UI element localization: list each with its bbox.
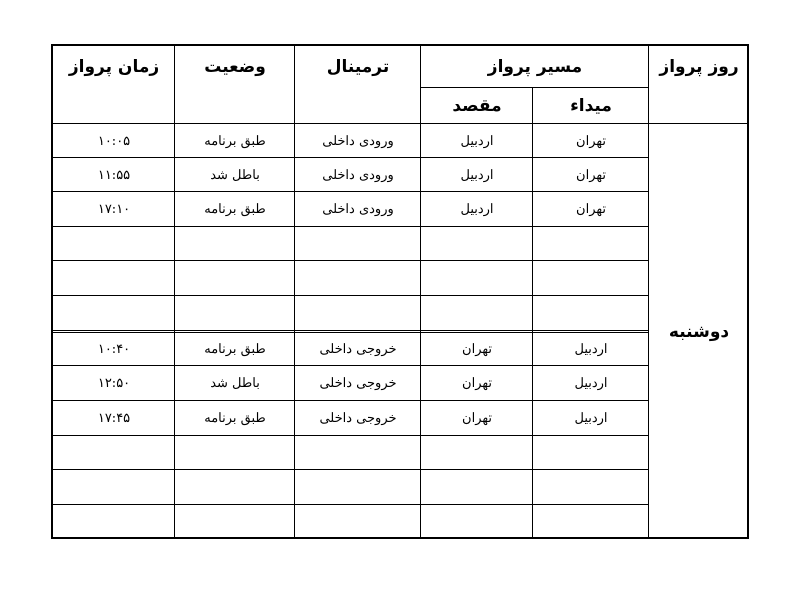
origin-cell xyxy=(533,261,649,296)
grid-line xyxy=(420,46,421,539)
status-cell xyxy=(175,227,295,261)
destination-cell xyxy=(421,436,533,470)
destination-cell xyxy=(421,470,533,505)
header-status: وضعیت xyxy=(204,57,266,77)
status-cell xyxy=(175,296,295,332)
terminal-cell: ورودی داخلی xyxy=(322,202,394,217)
origin-cell xyxy=(533,227,649,261)
terminal-cell: خروجی داخلی xyxy=(319,411,397,426)
destination-cell: تهران xyxy=(462,376,492,391)
header-terminal: ترمینال xyxy=(326,57,390,77)
origin-cell xyxy=(533,436,649,470)
time-cell xyxy=(53,505,175,539)
status-cell: باطل شد xyxy=(210,167,260,183)
terminal-cell xyxy=(295,296,421,332)
terminal-cell: ورودی داخلی xyxy=(322,167,394,183)
destination-cell: اردبیل xyxy=(460,133,494,149)
origin-cell: اردبیل xyxy=(574,376,608,391)
grid-line xyxy=(53,330,649,333)
status-cell: طبق برنامه xyxy=(204,411,266,426)
grid-line xyxy=(294,46,295,539)
terminal-cell: ورودی داخلی xyxy=(322,133,394,149)
destination-cell xyxy=(421,227,533,261)
status-cell xyxy=(175,505,295,539)
grid-line xyxy=(53,400,649,401)
grid-line xyxy=(53,157,649,158)
origin-cell: اردبیل xyxy=(574,411,608,426)
grid-line xyxy=(53,469,649,470)
destination-cell xyxy=(421,296,533,332)
time-cell: ۱۰:۰۵ xyxy=(97,133,131,149)
destination-cell: تهران xyxy=(462,341,492,357)
grid-line xyxy=(53,123,649,124)
time-cell xyxy=(53,261,175,296)
destination-cell: اردبیل xyxy=(460,167,494,183)
origin-cell: تهران xyxy=(576,133,606,149)
status-cell xyxy=(175,436,295,470)
grid-line xyxy=(53,435,649,436)
status-cell: طبق برنامه xyxy=(204,133,266,149)
grid-line xyxy=(174,46,175,539)
header-day: روز پرواز xyxy=(659,57,739,77)
origin-cell: اردبیل xyxy=(574,341,608,357)
grid-line xyxy=(53,504,649,505)
header-route: مسیر پرواز xyxy=(487,57,583,77)
destination-cell: تهران xyxy=(462,411,492,426)
grid-line xyxy=(648,46,649,539)
terminal-cell xyxy=(295,436,421,470)
destination-cell xyxy=(421,261,533,296)
time-cell xyxy=(53,470,175,505)
grid-line xyxy=(532,88,533,539)
day-cell: دوشنبه xyxy=(668,321,730,342)
time-cell: ۱۱:۵۵ xyxy=(97,167,131,183)
time-cell: ۱۷:۴۵ xyxy=(97,411,131,426)
destination-cell xyxy=(421,505,533,539)
time-cell: ۱۷:۱۰ xyxy=(97,202,131,217)
header-destination: مقصد xyxy=(452,96,502,116)
destination-cell: اردبیل xyxy=(460,202,494,217)
grid-line xyxy=(53,260,649,261)
origin-cell xyxy=(533,505,649,539)
origin-cell: تهران xyxy=(576,167,606,183)
status-cell xyxy=(175,261,295,296)
header-origin: میداء xyxy=(570,96,612,116)
grid-line xyxy=(53,226,649,227)
grid-line xyxy=(649,123,749,124)
time-cell xyxy=(53,296,175,332)
status-cell xyxy=(175,470,295,505)
time-cell xyxy=(53,227,175,261)
time-cell xyxy=(53,436,175,470)
origin-cell xyxy=(533,470,649,505)
time-cell: ۱۰:۴۰ xyxy=(97,341,131,357)
terminal-cell: خروجی داخلی xyxy=(319,341,397,357)
origin-cell xyxy=(533,296,649,332)
time-cell: ۱۲:۵۰ xyxy=(97,376,131,391)
terminal-cell xyxy=(295,470,421,505)
origin-cell: تهران xyxy=(576,202,606,217)
grid-line xyxy=(53,365,649,366)
grid-line xyxy=(420,87,649,88)
grid-line xyxy=(53,295,649,296)
terminal-cell xyxy=(295,505,421,539)
grid-line xyxy=(53,191,649,192)
terminal-cell xyxy=(295,261,421,296)
terminal-cell: خروجی داخلی xyxy=(319,376,397,391)
flight-schedule-table xyxy=(51,44,749,539)
header-time: زمان پرواز xyxy=(68,57,160,77)
status-cell: طبق برنامه xyxy=(204,341,266,357)
terminal-cell xyxy=(295,227,421,261)
status-cell: باطل شد xyxy=(210,376,260,391)
status-cell: طبق برنامه xyxy=(204,202,266,217)
